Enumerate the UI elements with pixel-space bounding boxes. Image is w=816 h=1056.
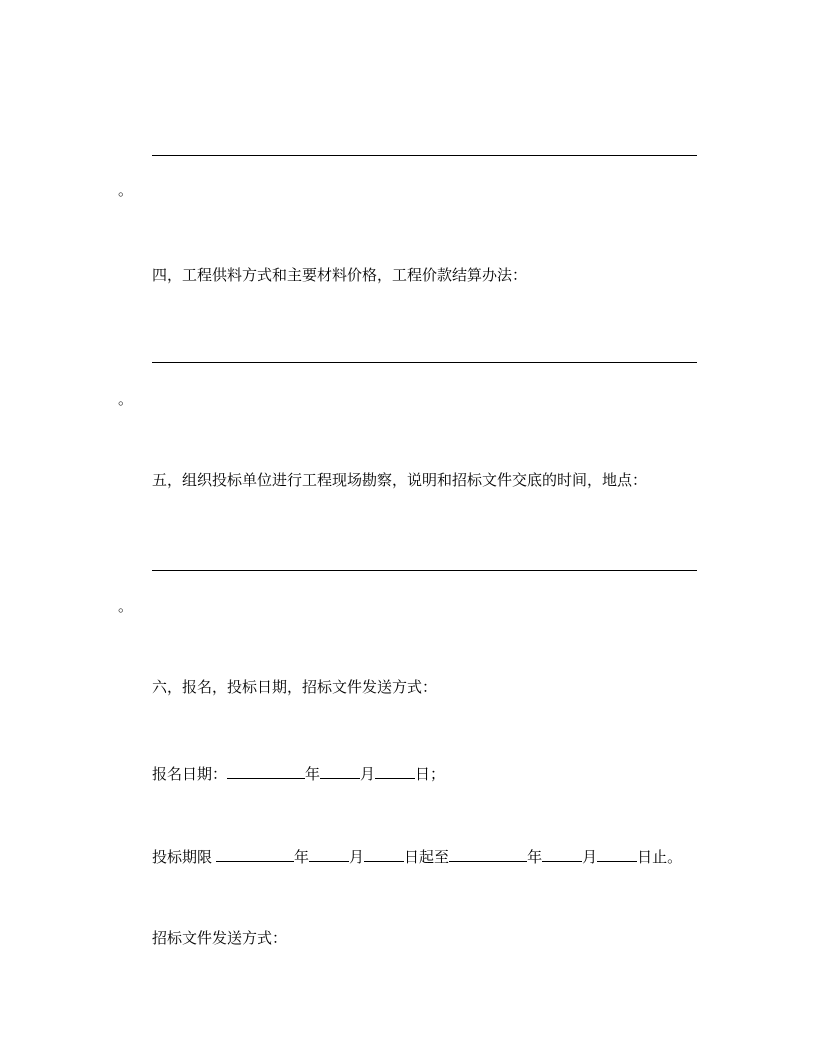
registration-year-unit: 年	[305, 765, 321, 783]
bid-end-year-blank	[449, 845, 527, 862]
bid-start-year-blank	[216, 845, 294, 862]
registration-date-line	[152, 762, 445, 784]
period-mark-2: 。	[118, 390, 134, 408]
registration-month-unit: 月	[360, 765, 376, 783]
registration-year-blank	[227, 762, 305, 779]
fill-line-3	[152, 570, 697, 571]
section-6-heading: 六，报名，投标日期，招标文件发送方式：	[152, 678, 438, 696]
fill-line-2	[152, 362, 697, 363]
bid-period-line	[152, 845, 682, 867]
registration-date-label: 报名日期：	[152, 765, 228, 783]
bid-start-day-blank	[364, 845, 404, 862]
delivery-method-label: 招标文件发送方式：	[152, 929, 288, 947]
section-5-heading: 五，组织投标单位进行工程现场勘察，说明和招标文件交底的时间，地点：	[152, 471, 648, 489]
period-mark-3: 。	[118, 597, 134, 615]
bid-period-label: 投标期限	[152, 848, 213, 866]
registration-day-unit: 日；	[415, 765, 446, 783]
bid-start-month-unit: 月	[349, 848, 365, 866]
bid-until-text: 日止。	[637, 848, 683, 866]
bid-from-text: 日起至	[404, 848, 450, 866]
section-4-heading: 四，工程供料方式和主要材料价格，工程价款结算办法：	[152, 266, 528, 284]
bid-end-month-blank	[542, 845, 582, 862]
period-mark-1: 。	[118, 181, 134, 199]
bid-start-year-unit: 年	[294, 848, 310, 866]
registration-month-blank	[320, 762, 360, 779]
registration-day-blank	[375, 762, 415, 779]
bid-end-day-blank	[597, 845, 637, 862]
fill-line-1	[152, 155, 697, 156]
bid-start-month-blank	[309, 845, 349, 862]
bid-end-year-unit: 年	[527, 848, 543, 866]
bid-end-month-unit: 月	[582, 848, 598, 866]
